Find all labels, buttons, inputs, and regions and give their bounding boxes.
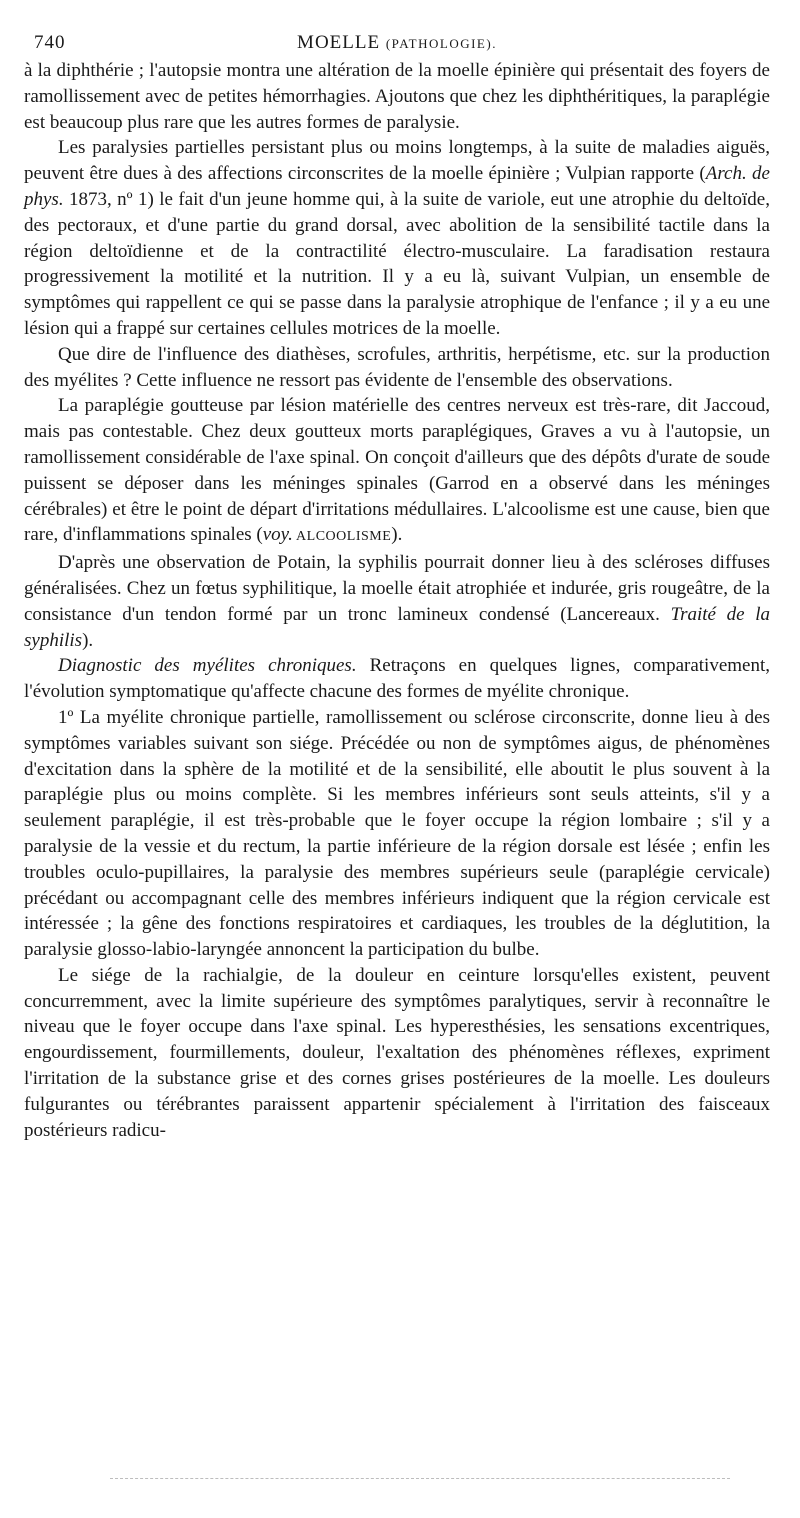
paragraph-1: à la diphthérie ; l'autopsie montra une altération de la moelle épinière qui présentait des foyers de ramollissement avec de petites hémorrhagies. Ajoutons que chez les diphthéritiques, la paraplégie est beaucoup plus rare que les autres formes de paralysie. [24,60,770,133]
citation-traite-syphilis: Traité de la syphilis [24,603,770,651]
voy-abbrev: voy. [262,524,293,546]
paragraph-6: Diagnostic des myélites chroniques. Retraçons en quelques lignes, comparativement, l'évolution symptomatique qu'affecte chacune des formes de myélite chronique. [24,655,770,703]
paragraph-7: 1º La myélite chronique partielle, ramollissement ou sclérose circonscrite, donne lieu à des symptômes variables suivant son siége. Précédée ou non de symptômes aigus, de phénomènes d'excitation dans la sphère de la motilité et de la sensibilité, elle aboutit le plus souvent à la paraplégie plus ou moins complète. Si les membres inférieurs sont seuls atteints, s'il y a seulement paraplégie, il est très-probable que le foyer occupe la région lombaire ; s'il y a paralysie de la vessie et du rectum, la partie inférieure de la région dorsale est lésée ; enfin les troubles oculo-pupillaires, la paralysie des membres supérieurs seule (paraplégie cervicale) précédant ou accompagnant celle des membres inférieurs indiquent que la région cervicale est intéressée ; la gêne des fonctions respiratoires et cardiaques, les troubles de la déglutition, la paralysie glosso-labio-laryngée annoncent la participation du bulbe. [24,706,770,961]
paragraph-5: D'après une observation de Potain, la syphilis pourrait donner lieu à des scléroses diffuses généralisées. Chez un fœtus syphilitique, la moelle était atrophiée et indurée, gris rougeâtre, de la consistance d'un tendon formé par un tronc lamineux condensé (Lancereaux. Traité de la syphilis). [24,552,770,651]
running-title-sub: (PATHOLOGIE). [385,36,497,51]
page-number: 740 [34,32,66,53]
footer-rule [110,1478,730,1479]
paragraph-4: La paraplégie goutteuse par lésion matérielle des centres nerveux est très-rare, dit Jaccoud, mais pas contestable. Chez deux goutteux morts paraplégiques, Graves a vu à l'autopsie, un ramollissement considérable de l'axe spinal. On conçoit d'ailleurs que des dépôts d'urate de soude puissent se déposer dans les méninges spinales (Garrod en a observé dans les méninges cérébrales) et être le point de départ d'irritations médullaires. L'alcoolisme est une cause, bien que rare, d'inflammations spinales (voy. ALCOOLISME). [24,395,770,546]
paragraph-2: Les paralysies partielles persistant plus ou moins longtemps, à la suite de maladies aiguës, peuvent être dues à des affections circonscrites de la moelle épinière ; Vulpian rapporte (Arch. de phys. 1873, nº 1) le fait d'un jeune homme qui, à la suite de variole, eut une atrophie du deltoïde, des pectoraux, et d'une partie du grand dorsal, avec abolition de la sensibilité tactile dans la région deltoïdienne et de la contractilité électro-musculaire. La faradisation restaura progressivement la motilité et la nutrition. Il y a eu là, suivant Vulpian, un ensemble de symptômes qui rappellent ce qui se passe dans la paralysie atrophique de l'enfance ; il y a eu une lésion qui a frappé sur certaines cellules motrices de la moelle. [24,137,770,339]
paragraph-3: Que dire de l'influence des diathèses, scrofules, arthritis, herpétisme, etc. sur la production des myélites ? Cette influence ne ressort pas évidente de l'ensemble des observations. [24,343,770,391]
running-title-main: MOELLE [297,32,381,53]
page-header [24,28,770,58]
section-heading-diagnostic: Diagnostic des myélites chroniques. [58,655,357,677]
book-page [24,28,770,1143]
citation-arch-phys: Arch. de phys. [24,163,770,210]
paragraph-8: Le siége de la rachialgie, de la douleur en ceinture lorsqu'elles existent, peuvent concurremment, avec la limite supérieure des symptômes paralytiques, servir à reconnaître le niveau que le foyer occupe dans l'axe spinal. Les hyperesthésies, les sensations excentriques, engourdissement, fourmillements, douleur, l'exaltation des phénomènes réflexes, expriment l'irritation de la substance grise et des cornes grises postérieures de la moelle. Les douleurs fulgurantes ou térébrantes paraissent appartenir spécialement à l'irritation des faisceaux postérieurs radicu- [24,964,770,1141]
page-body [24,58,770,1143]
running-title [24,32,770,54]
cross-ref-alcoolisme: ALCOOLISME [292,529,392,545]
